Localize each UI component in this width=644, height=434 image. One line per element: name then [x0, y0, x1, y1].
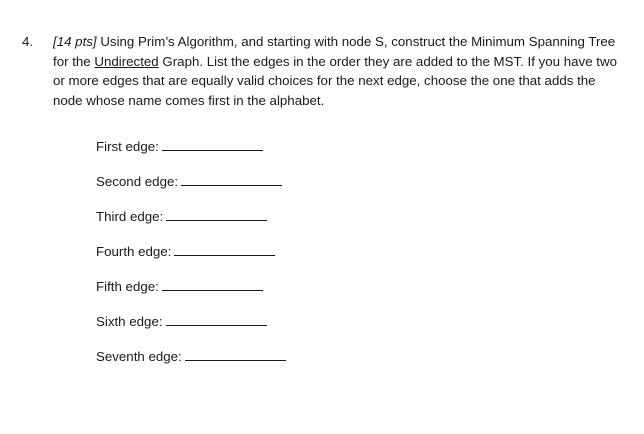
- answer-label-sixth: Sixth edge:: [96, 314, 163, 329]
- question-points: [14 pts]: [53, 34, 97, 49]
- answer-blank-third[interactable]: [166, 219, 267, 221]
- answer-list: [96, 136, 286, 381]
- answer-blank-fifth[interactable]: [162, 289, 263, 291]
- answer-blank-first[interactable]: [162, 149, 263, 151]
- question-underlined-word: Undirected: [94, 53, 159, 69]
- question-text-part-1: Using Prim’s Algorithm, and starting with node S, construct the Minimum Spanning Tree for the: [53, 34, 616, 69]
- answer-blank-second[interactable]: [181, 184, 282, 186]
- answer-line-seventh: [96, 346, 286, 381]
- question-text-part-2: Graph. List the edges in the order they are added to the MST. If you have two or more edges that are equally valid choices for the next edge, choose the one that adds the node whose name comes first in the alphabet.: [53, 53, 617, 108]
- answer-line-fifth: [96, 276, 286, 311]
- answer-line-fourth: [96, 241, 286, 276]
- answer-label-fifth: Fifth edge:: [96, 279, 159, 294]
- answer-blank-fourth[interactable]: [174, 254, 275, 256]
- answer-blank-seventh[interactable]: [185, 359, 286, 361]
- answer-label-second: Second edge:: [96, 174, 179, 189]
- question-number: 4.: [22, 34, 34, 49]
- answer-line-first: [96, 136, 286, 171]
- answer-label-first: First edge:: [96, 139, 159, 154]
- answer-label-third: Third edge:: [96, 209, 164, 224]
- question-block: [22, 32, 622, 110]
- answer-line-third: [96, 206, 286, 241]
- answer-line-sixth: [96, 311, 286, 346]
- answer-label-fourth: Fourth edge:: [96, 244, 172, 259]
- answer-line-second: [96, 171, 286, 206]
- answer-label-seventh: Seventh edge:: [96, 349, 182, 364]
- question-text: [53, 32, 622, 110]
- answer-blank-sixth[interactable]: [166, 324, 267, 326]
